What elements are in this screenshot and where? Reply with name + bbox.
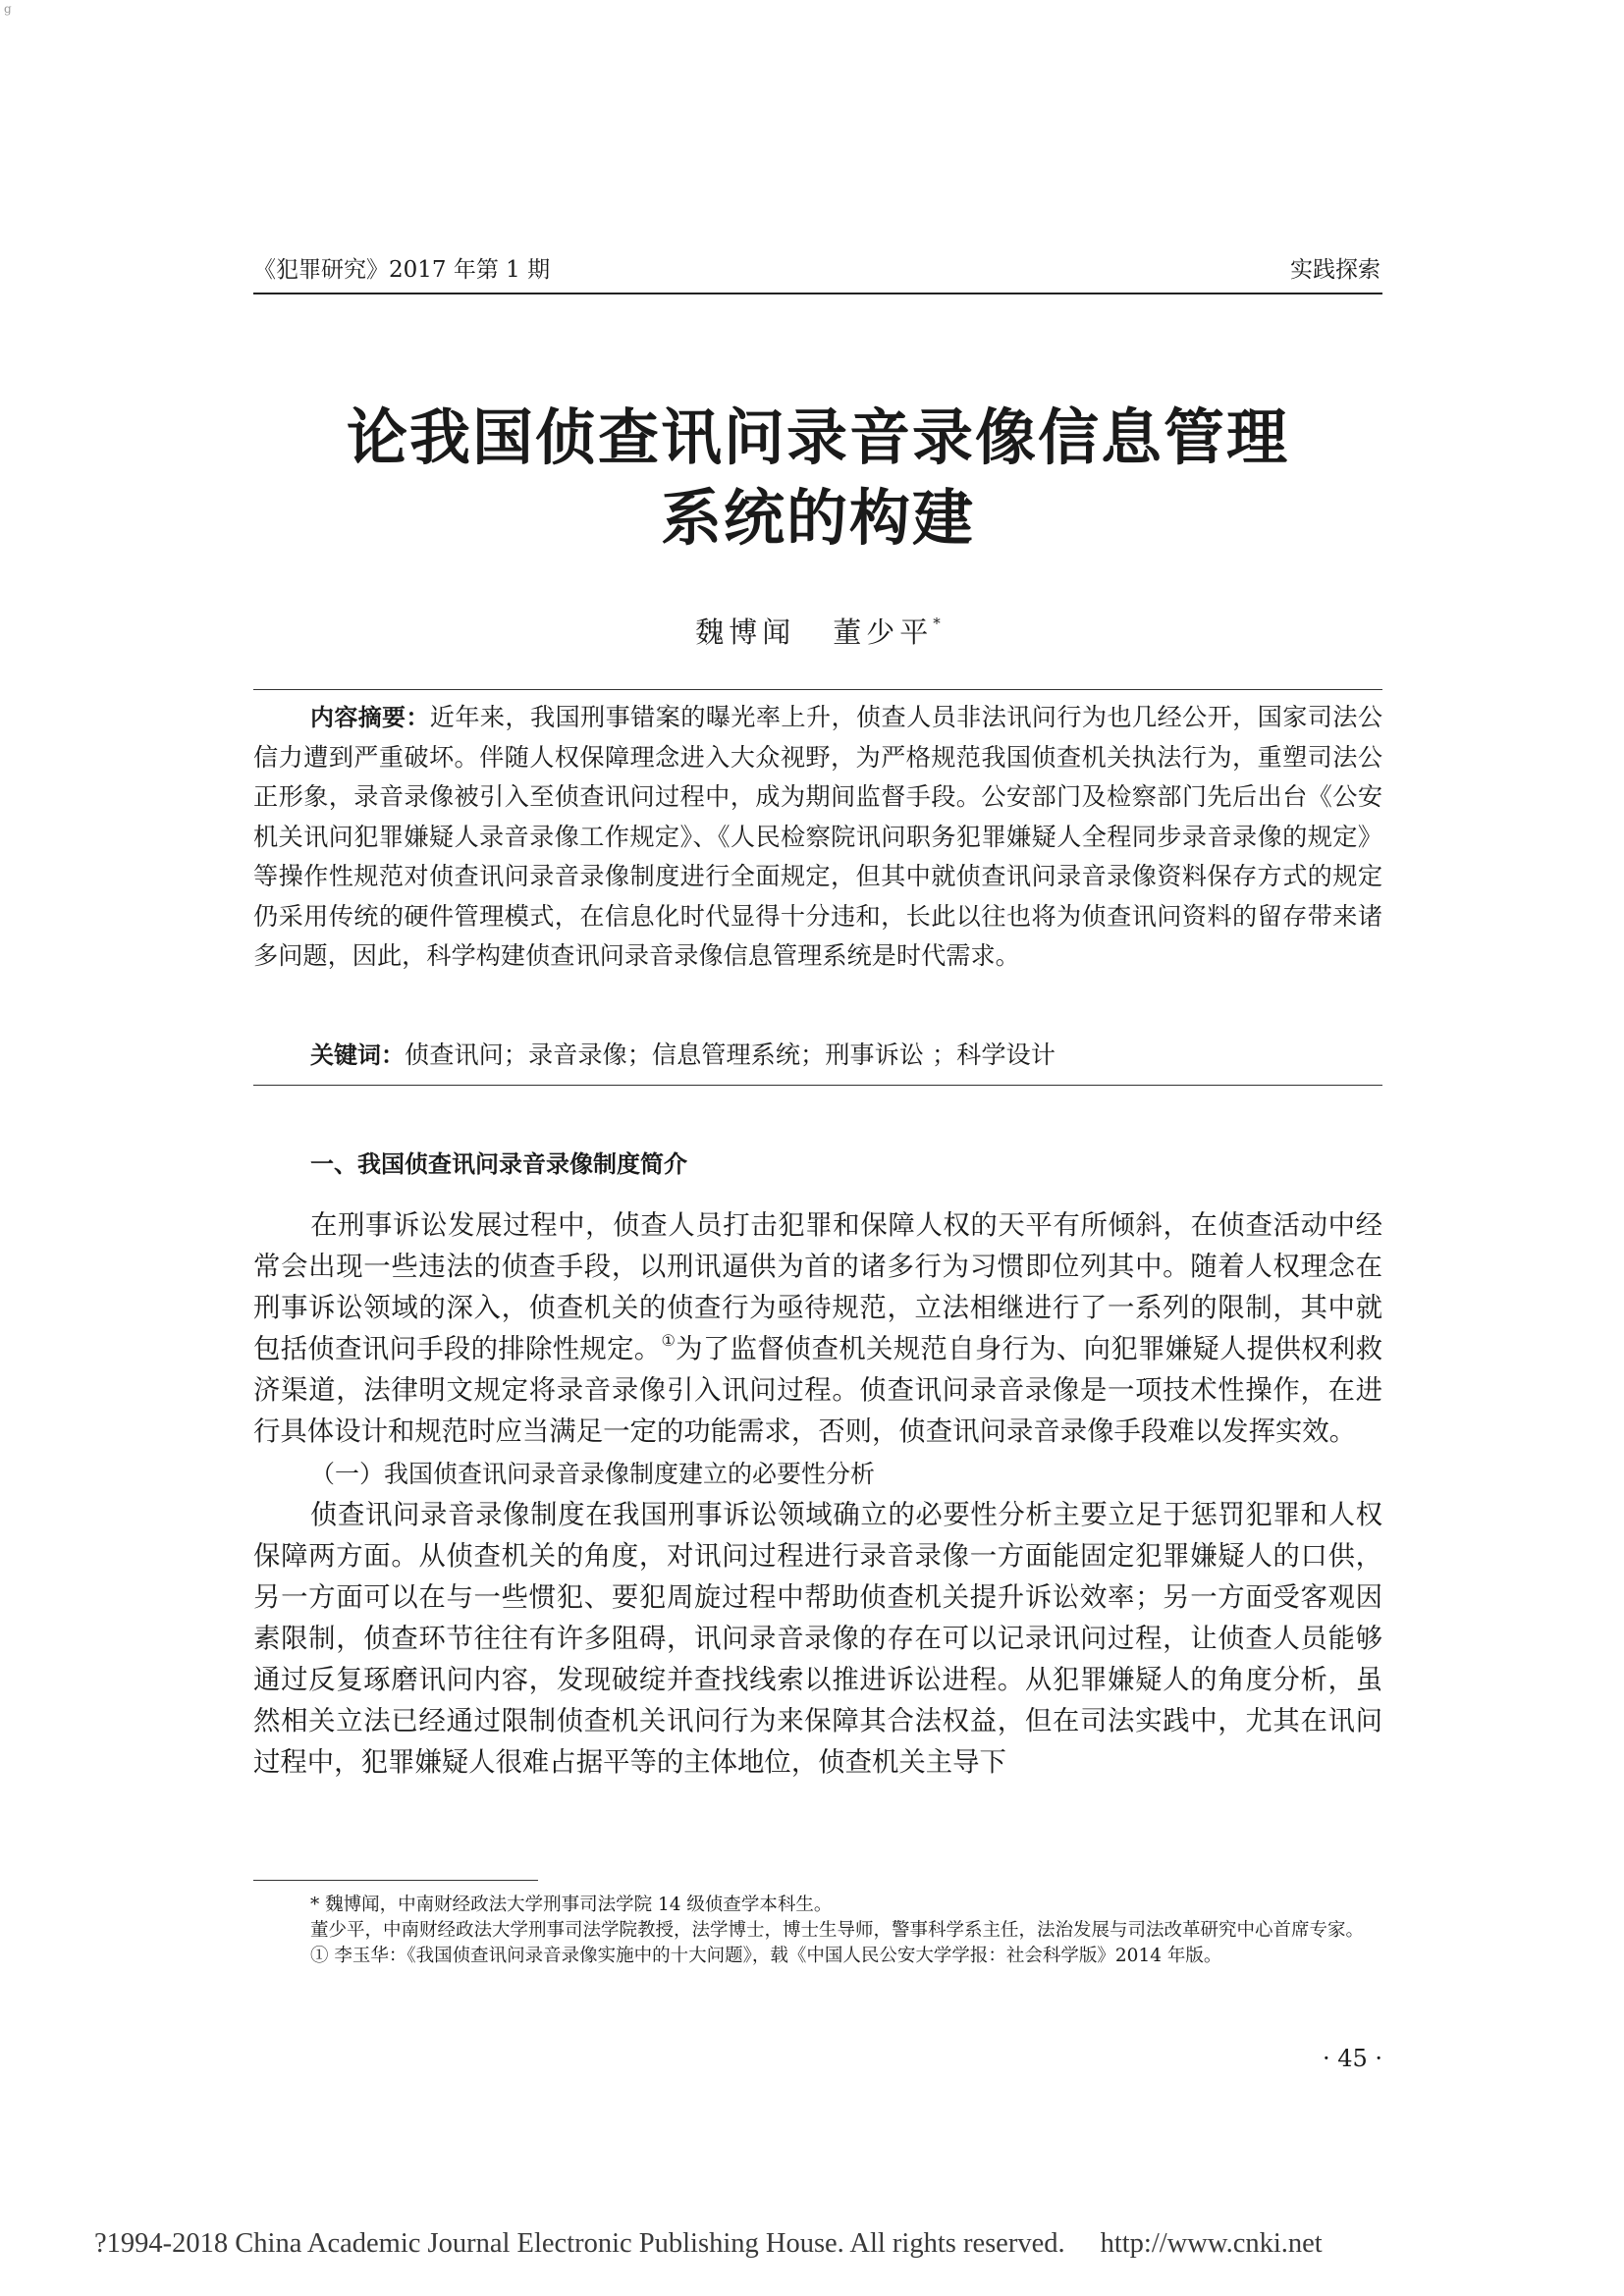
article-title: [253, 398, 1382, 559]
footnote-1: [253, 1944, 1382, 1969]
body-text: [253, 1205, 1382, 1784]
copyright-url: http://www.cnki.net: [1100, 2228, 1323, 2259]
footnote-1-mark: ①: [310, 1946, 329, 1966]
author-1: 魏博闻: [695, 615, 796, 649]
footnote-author-2: 董少平，中南财经政法大学刑事司法学院教授，法学博士，博士生导师，警事科学系主任，法治发展与司法改革研究中心首席专家。: [310, 1920, 1365, 1941]
author-footnote-mark: *: [933, 614, 941, 632]
abstract-label: 内容摘要：: [310, 704, 430, 731]
copyright-text: ?1994-2018 China Academic Journal Electronic Publishing House. All rights reserved.: [94, 2228, 1065, 2259]
running-header: [253, 253, 1382, 294]
abstract-box: [253, 689, 1382, 1086]
footnote-author-mark: *: [310, 1895, 320, 1915]
title-line-2: 系统的构建: [660, 482, 975, 554]
keywords-text: 侦查讯问；录音录像；信息管理系统；刑事诉讼 ；科学设计: [405, 1041, 1056, 1069]
footnote-ref-1: ①: [661, 1331, 677, 1351]
footnotes: [253, 1893, 1382, 1969]
section-heading: 一、我国侦查讯问录音录像制度简介: [310, 1150, 687, 1178]
keywords-label: 关键词：: [310, 1041, 405, 1069]
abstract-text: 近年来，我国刑事错案的曝光率上升，侦查人员非法讯问行为也几经公开，国家司法公信力遭到严重破坏。伴随人权保障理念进入大众视野，为严格规范我国侦查机关执法行为，重塑司法公正形象，录音录像被引入至侦查讯问过程中，成为期间监督手段。公安部门及检察部门先后出台《公安机关讯问犯罪嫌疑人录音录像工作规定》、《人民检察院讯问职务犯罪嫌疑人全程同步录音录像的规定》等操作性规范对侦查讯问录音录像制度进行全面规定，但其中就侦查讯问录音录像资料保存方式的规定仍采用传统的硬件管理模式，在信息化时代显得十分违和，长此以往也将为侦查讯问资料的留存带来诸多问题，因此，科学构建侦查讯问录音录像信息管理系统是时代需求。: [253, 703, 1383, 970]
paragraph-1: [253, 1205, 1382, 1454]
subsection-heading: （一）我国侦查讯问录音录像制度建立的必要性分析: [310, 1459, 876, 1488]
section-name: 实践探索: [1290, 257, 1380, 283]
scan-corner-mark: g: [4, 2, 12, 16]
footnote-author-1-text: 魏博闻，中南财经政法大学刑事司法学院 14 级侦查学本科生。: [319, 1895, 833, 1915]
footnote-rule: [253, 1880, 538, 1881]
title-line-1: 论我国侦查讯问录音录像信息管理: [346, 401, 1289, 473]
footnote-author-1: [253, 1893, 1382, 1918]
author-line: [253, 604, 1382, 652]
paragraph-2: 侦查讯问录音录像制度在我国刑事诉讼领域确立的必要性分析主要立足于惩罚犯罪和人权保障两方面。从侦查机关的角度，对讯问过程进行录音录像一方面能固定犯罪嫌疑人的口供，另一方面可以在与一些惯犯、要犯周旋过程中帮助侦查机关提升诉讼效率；另一方面受客观因素限制，侦查环节往往有许多阻碍，讯问录音录像的存在可以记录讯问过程，让侦查人员能够通过反复琢磨讯问内容，发现破绽并查找线索以推进诉讼进程。从犯罪嫌疑人的角度分析，虽然相关立法已经通过限制侦查机关讯问行为来保障其合法权益，但在司法实践中，尤其在讯问过程中，犯罪嫌疑人很难占据平等的主体地位，侦查机关主导下: [253, 1499, 1382, 1779]
author-2: 董少平: [833, 615, 934, 649]
keywords: [310, 1036, 1056, 1075]
paragraph-1-part-a: 在刑事诉讼发展过程中，侦查人员打击犯罪和保障人权的天平有所倾斜，在侦查活动中经常会出现一些违法的侦查手段，以刑讯逼供为首的诸多行为习惯即位列其中。随着人权理念在刑事诉讼领域的深入，侦查机关的侦查行为亟待规范，立法相继进行了一系列的限制，其中就包括侦查讯问手段的排除性规定。: [253, 1210, 1382, 1365]
footnote-1-text: 李玉华：《我国侦查讯问录音录像实施中的十大问题》，载《中国人民公安大学学报：社会科学版》2014 年版。: [328, 1946, 1222, 1966]
abstract: [253, 698, 1382, 977]
journal-issue: 《犯罪研究》2017 年第 1 期: [253, 257, 551, 283]
copyright-line: [94, 2226, 1528, 2262]
paragraph-1-part-b: 为了监督侦查机关规范自身行为、向犯罪嫌疑人提供权利救济渠道，法律明文规定将录音录像引入讯问过程。侦查讯问录音录像是一项技术性操作，在进行具体设计和规范时应当满足一定的功能需求，否则，侦查讯问录音录像手段难以发挥实效。: [253, 1334, 1382, 1448]
page-number: · 45 ·: [1322, 2045, 1382, 2072]
